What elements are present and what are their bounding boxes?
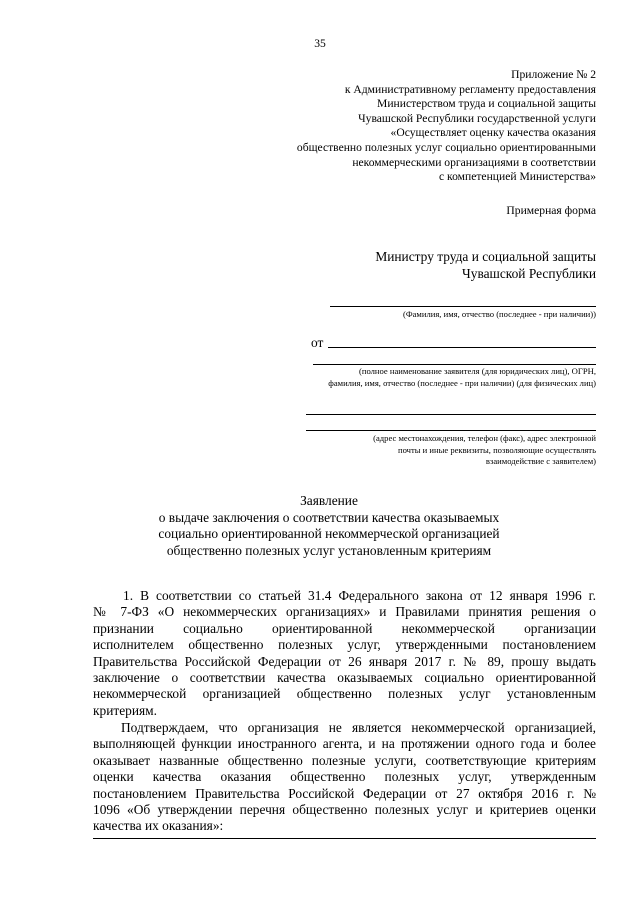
appendix-line: «Осуществляет оценку качества оказания xyxy=(390,126,596,140)
addressee-line: Министру труда и социальной защиты xyxy=(375,249,596,264)
appendix-line: к Административному регламенту предоставления xyxy=(344,82,596,96)
addressee-line: Чувашской Республики xyxy=(462,266,596,281)
name-field-hint: (Фамилия, имя, отчество (последнее - при наличии)) xyxy=(402,309,596,319)
from-label: от xyxy=(311,335,324,350)
statement-subtitle: социально ориентированной некоммерческой организацией xyxy=(158,526,500,542)
paragraph-2 xyxy=(93,720,596,835)
page-number: 35 xyxy=(314,37,326,50)
hint-line: взаимодействие с заявителем) xyxy=(485,456,596,466)
services-entry-line[interactable] xyxy=(93,838,596,839)
paragraph-line: исполнителем общественно полезных услуг, утвержденными постановлением xyxy=(93,637,596,653)
applicant-field-line-2[interactable] xyxy=(313,364,596,365)
paragraph-line: 1. В соответствии со статьей 31.4 Федерального закона от 12 января 1996 г. xyxy=(123,588,596,603)
form-type-label: Примерная форма xyxy=(506,204,596,217)
paragraph-line: оказывает названные общественно полезные услуги, соответствующие критериям xyxy=(93,752,596,768)
paragraph-line: некоммерческой организацией общественно полезных услуг установленным xyxy=(93,686,596,702)
address-field-line-1[interactable] xyxy=(306,414,596,415)
paragraph-line: признании социально ориентированной некоммерческой организации xyxy=(93,620,596,636)
paragraph-line: заключение о соответствии качества оказываемых социально ориентированной xyxy=(93,669,596,685)
statement-title: Заявление xyxy=(300,493,358,508)
address-field-hint xyxy=(296,433,596,468)
applicant-field-hint xyxy=(236,366,596,389)
paragraph-line: качества их оказания»: xyxy=(93,818,224,834)
paragraph-line: Правительства Российской Федерации от 26 января 2017 г. № 89, прошу выдать xyxy=(93,653,596,669)
paragraph-line: № 7-ФЗ «О некоммерческих организациях» и Правилами принятия решения о xyxy=(93,604,596,620)
appendix-line: Чувашской Республики государственной услуги xyxy=(358,111,596,125)
appendix-line: некоммерческими организациями в соответствии xyxy=(352,155,596,169)
statement-subtitle: о выдаче заключения о соответствии качества оказываемых xyxy=(158,509,500,525)
address-field-line-2[interactable] xyxy=(306,430,596,431)
paragraph-line: оценки качества оказания общественно полезных услуг, утвержденным xyxy=(93,769,596,785)
hint-line: почты и иные реквизиты, позволяющие осуществлять xyxy=(397,444,596,455)
paragraph-line: постановлением Правительства Российской Федерации от 27 октября 2016 г. № xyxy=(93,785,596,801)
applicant-field-line-1[interactable] xyxy=(328,347,596,348)
hint-line: (адрес местонахождения, телефон (факс), адрес электронной xyxy=(373,433,596,443)
appendix-line: общественно полезных услуг социально ориентированными xyxy=(296,140,596,154)
paragraph-line: Подтверждаем, что организация не является некоммерческой организацией, xyxy=(121,720,596,735)
paragraph-line: выполняющей функции иностранного агента, и на протяжении одного года и более xyxy=(93,736,596,752)
appendix-line: с компетенцией Министерства» xyxy=(439,170,596,184)
appendix-header xyxy=(176,68,596,185)
statement-subtitle: общественно полезных услуг установленным критериям xyxy=(166,542,492,558)
appendix-line: Приложение № 2 xyxy=(511,68,596,81)
statement-title-block xyxy=(0,493,640,559)
appendix-line: Министерством труда и социальной защиты xyxy=(377,97,596,111)
addressee xyxy=(276,248,596,282)
paragraph-line: критериям. xyxy=(93,702,158,718)
paragraph-1 xyxy=(93,588,596,719)
paragraph-line: 1096 «Об утверждении перечня общественно полезных услуг и критериев оценки xyxy=(93,801,596,817)
name-field-line[interactable] xyxy=(330,306,596,307)
hint-line: (полное наименование заявителя (для юридических лиц), ОГРН, xyxy=(358,366,596,376)
hint-line: фамилия, имя, отчество (последнее - при наличии) (для физических лиц) xyxy=(328,377,596,388)
